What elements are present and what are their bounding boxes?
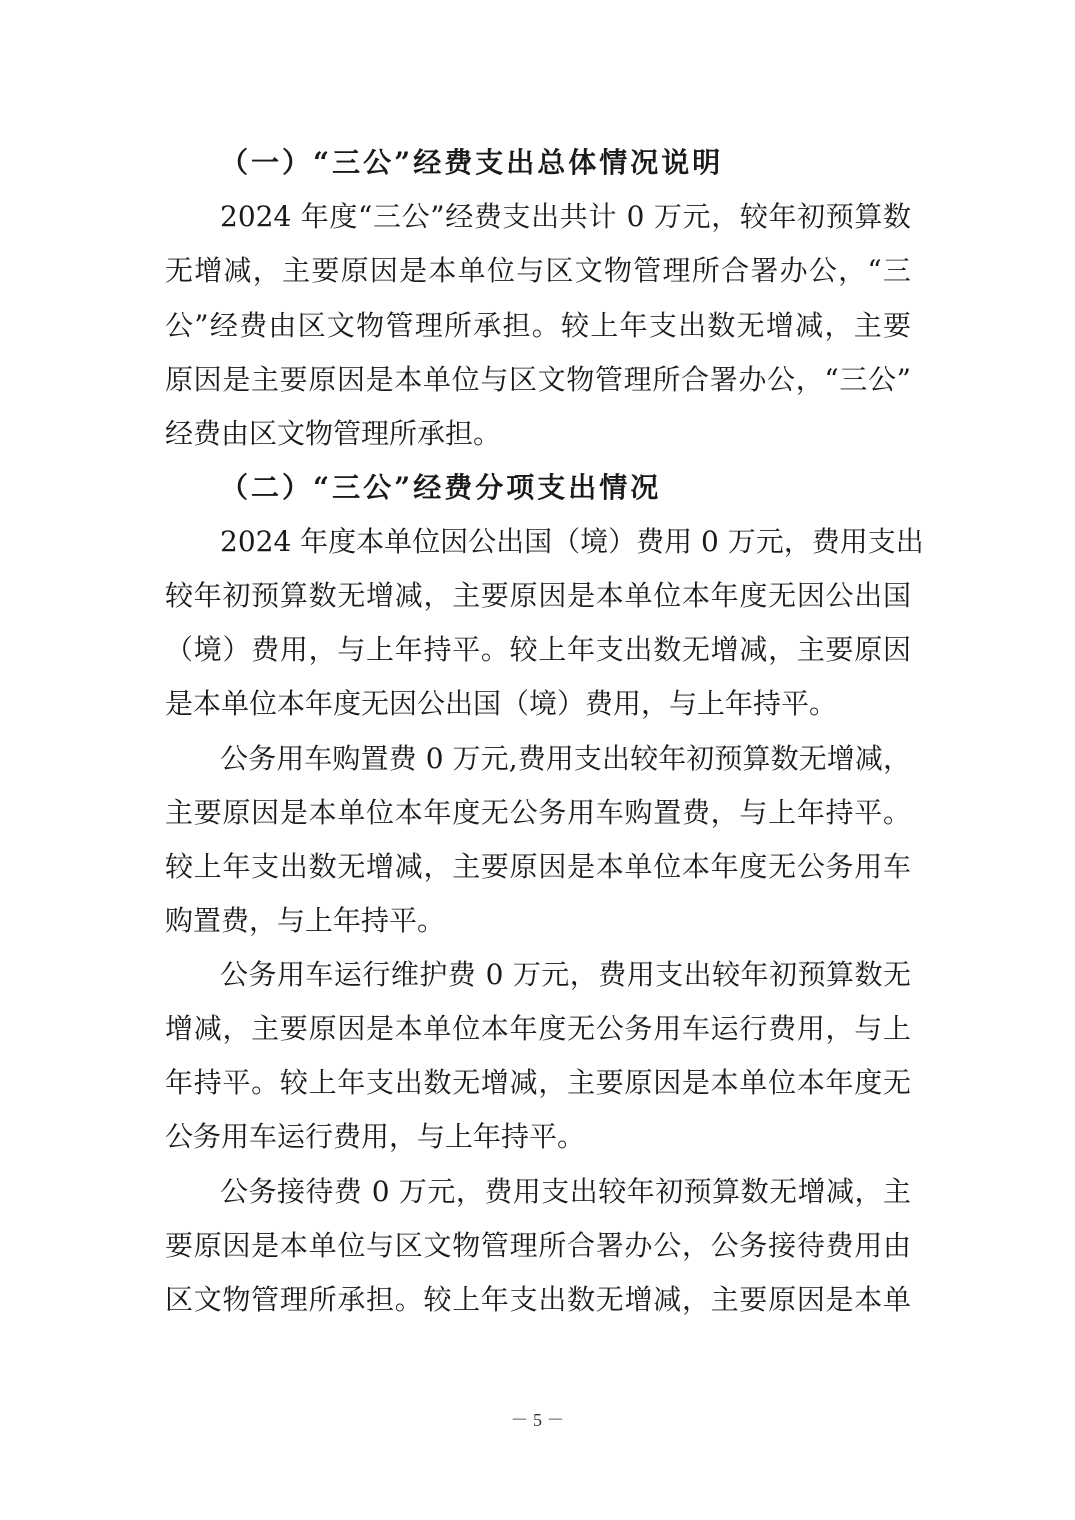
paragraph-line: 要原因是本单位与区文物管理所合署办公，公务接待费用由 <box>165 1229 911 1262</box>
section-heading-1: （一）“三公”经费支出总体情况说明 <box>220 146 724 179</box>
paragraph-line: 公务接待费 0 万元，费用支出较年初预算数无增减，主 <box>220 1175 911 1208</box>
paragraph-line: 无增减，主要原因是本单位与区文物管理所合署办公，“三 <box>165 254 911 287</box>
paragraph-line: 区文物管理所承担。较上年支出数无增减，主要原因是本单 <box>165 1283 911 1316</box>
page-number: － 5 － <box>510 1410 565 1430</box>
paragraph-line: 主要原因是本单位本年度无公务用车购置费，与上年持平。 <box>165 796 911 829</box>
paragraph-line: 公务用车运行费用，与上年持平。 <box>165 1120 586 1153</box>
paragraph-line: 是本单位本年度无因公出国（境）费用，与上年持平。 <box>165 687 838 720</box>
paragraph-line: 公务用车购置费 0 万元,费用支出较年初预算数无增减， <box>220 742 911 775</box>
paragraph-line: 经费由区文物管理所承担。 <box>165 417 502 450</box>
paragraph-line: 增减，主要原因是本单位本年度无公务用车运行费用，与上 <box>165 1012 911 1045</box>
paragraph-line: 原因是主要原因是本单位与区文物管理所合署办公，“三公” <box>165 363 911 396</box>
paragraph-line: 较年初预算数无增减，主要原因是本单位本年度无因公出国 <box>165 579 911 612</box>
paragraph-line: 2024 年度“三公”经费支出共计 0 万元，较年初预算数 <box>220 200 911 233</box>
section-heading-2: （二）“三公”经费分项支出情况 <box>220 471 662 504</box>
paragraph-line: 公”经费由区文物管理所承担。较上年支出数无增减，主要 <box>165 309 911 342</box>
paragraph-line: 公务用车运行维护费 0 万元，费用支出较年初预算数无 <box>220 958 911 991</box>
paragraph-line: 2024 年度本单位因公出国（境）费用 0 万元，费用支出 <box>220 525 924 558</box>
paragraph-line: 购置费，与上年持平。 <box>165 904 446 937</box>
paragraph-line: （境）费用，与上年持平。较上年支出数无增减，主要原因 <box>165 633 911 666</box>
paragraph-line: 年持平。较上年支出数无增减，主要原因是本单位本年度无 <box>165 1066 911 1099</box>
paragraph-line: 较上年支出数无增减，主要原因是本单位本年度无公务用车 <box>165 850 911 883</box>
